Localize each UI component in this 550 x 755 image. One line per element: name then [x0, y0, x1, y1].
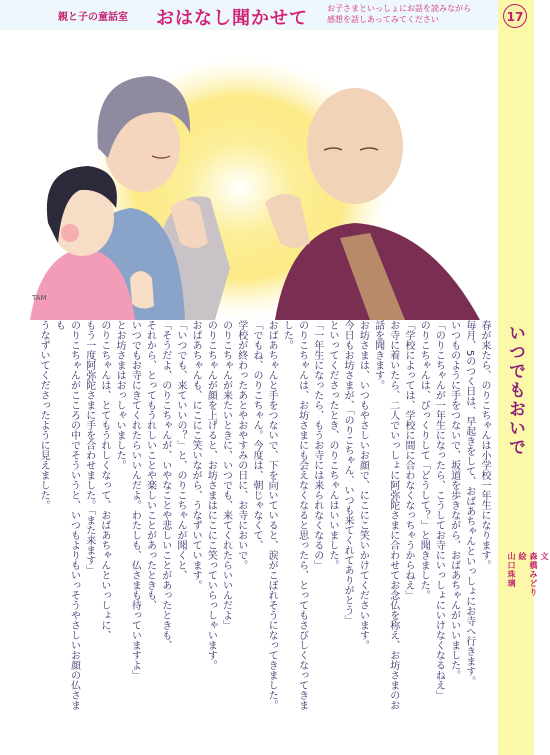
series-label: 親と子の童話室	[58, 12, 128, 23]
lead-text	[327, 3, 477, 25]
story-paragraph-5: のりこちゃんは、びっくりして「どうして？」と聞きました。	[418, 320, 430, 600]
story-paragraph-16: のりこちゃんが来たいときに、いつでも、来てくれたらいいんだよ」	[220, 320, 232, 630]
credit-text-name: 森橋みどり	[529, 552, 538, 597]
story-paragraph-25: もう一度阿弥陀さまに手を合わせました。「また来ます」	[83, 320, 95, 575]
lead-line-1: お子さまといっしょにお話を読みながら	[327, 4, 471, 13]
story-paragraph-2: 毎月、5のつく日は、早起きをして、おばあちゃんといっしょにお寺へ行きます。	[463, 320, 475, 687]
story-paragraph-26: のりこちゃんがこころの中でそういうと、いつもよりもいっそうやさしいお顔の仏さまも	[53, 320, 80, 710]
story-title: いつでもおいで	[505, 324, 525, 457]
story-paragraph-15: 学校が終わったあとやおやすみの日に、お寺においで。	[235, 320, 247, 570]
story-paragraph-19: 「いつでも、来ていいの？」と、のりこちゃんが聞くと、	[174, 320, 186, 580]
story-paragraph-10: といってくださったとき、のりこちゃんはいいました。	[326, 320, 338, 570]
story-paragraph-13: おばあちゃんと手をつないで、下を向いていると、涙がこぼれそうになってきました。	[266, 320, 278, 710]
story-paragraph-7: お寺に着いたら、二人でいっしょに阿弥陀さまに合わせてお念仏を称え、お坊さまのお話を聞きます。	[372, 320, 399, 710]
story-paragraph-14: 「でもね、のりこちゃん。今度は、朝じゃなくて、	[250, 320, 262, 550]
story-paragraph-24: のりこちゃんは、とてもうれしくなって、おばあちゃんといっしょに、	[98, 320, 110, 640]
story-paragraph-18: おばあちゃんも、にこにこ笑いながら、うなずいています。	[190, 320, 202, 590]
story-paragraph-8: お坊さまは、いつもやさしいお顔で、にこにこ笑いかけてくださいます。	[357, 320, 369, 650]
story-paragraph-6: 「学校によっては、学校に間に合わなくなっちゃうからねえ」	[402, 320, 414, 600]
page-title: おはなし聞かせて	[156, 8, 308, 29]
story-paragraph-27: うなずいてくださったように見えました。	[38, 320, 50, 510]
credit-art-role: 絵	[518, 552, 527, 561]
title-sidebar	[498, 30, 549, 755]
page-number-area	[498, 0, 534, 30]
page-number-badge: 17	[503, 4, 527, 28]
story-body	[22, 320, 492, 712]
story-paragraph-3: いつものように手をつないで、坂道を歩きながら、おばあちゃんがいいました。	[448, 320, 460, 680]
story-paragraph-11: 「一年生になったら、もうお寺には来られなくなるの」	[311, 320, 323, 570]
credit-text-role: 文	[540, 552, 549, 561]
story-paragraph-12: のりこちゃんは、お坊さまにも会えなくなると思ったら、とってもさびしくなってきました。	[281, 320, 308, 710]
credit-art-name: 山口珠璃	[507, 552, 516, 588]
story-paragraph-1: 春が来たら、のりこちゃんは小学校一年生になります。	[479, 320, 490, 570]
story-paragraph-21: それから、とってもうれしいことや楽しいことがあったときも、	[144, 320, 156, 610]
story-illustration	[10, 38, 488, 320]
story-paragraph-20: 「そうだよ、のりこちゃんが、いやなことや悲しいことがあったときも、	[159, 320, 171, 650]
story-paragraph-22: いつでもお寺にきてくれたらいいんだよ。わたしも、仏さまも待っていますよ」	[129, 320, 141, 680]
story-paragraph-17: のりこちゃんが顔を上げると、お坊さまはにこにこ笑っていらっしゃいます。	[205, 320, 217, 670]
credits	[506, 552, 550, 597]
lead-line-2: 感想を話しあってみてください	[327, 15, 439, 24]
story-paragraph-9: 今日もお坊さまが、「のりこちゃん、いつも来てくれてありがとう」	[342, 320, 354, 625]
story-paragraph-4: 「のりこちゃんが一年生になったら、こうしてお寺にいっしょにいけなくなるねえ」	[433, 320, 445, 700]
story-paragraph-23: とお坊さまはおっしゃいました。	[114, 320, 126, 470]
artist-signature: TAM	[32, 294, 47, 302]
page-header	[0, 0, 498, 30]
